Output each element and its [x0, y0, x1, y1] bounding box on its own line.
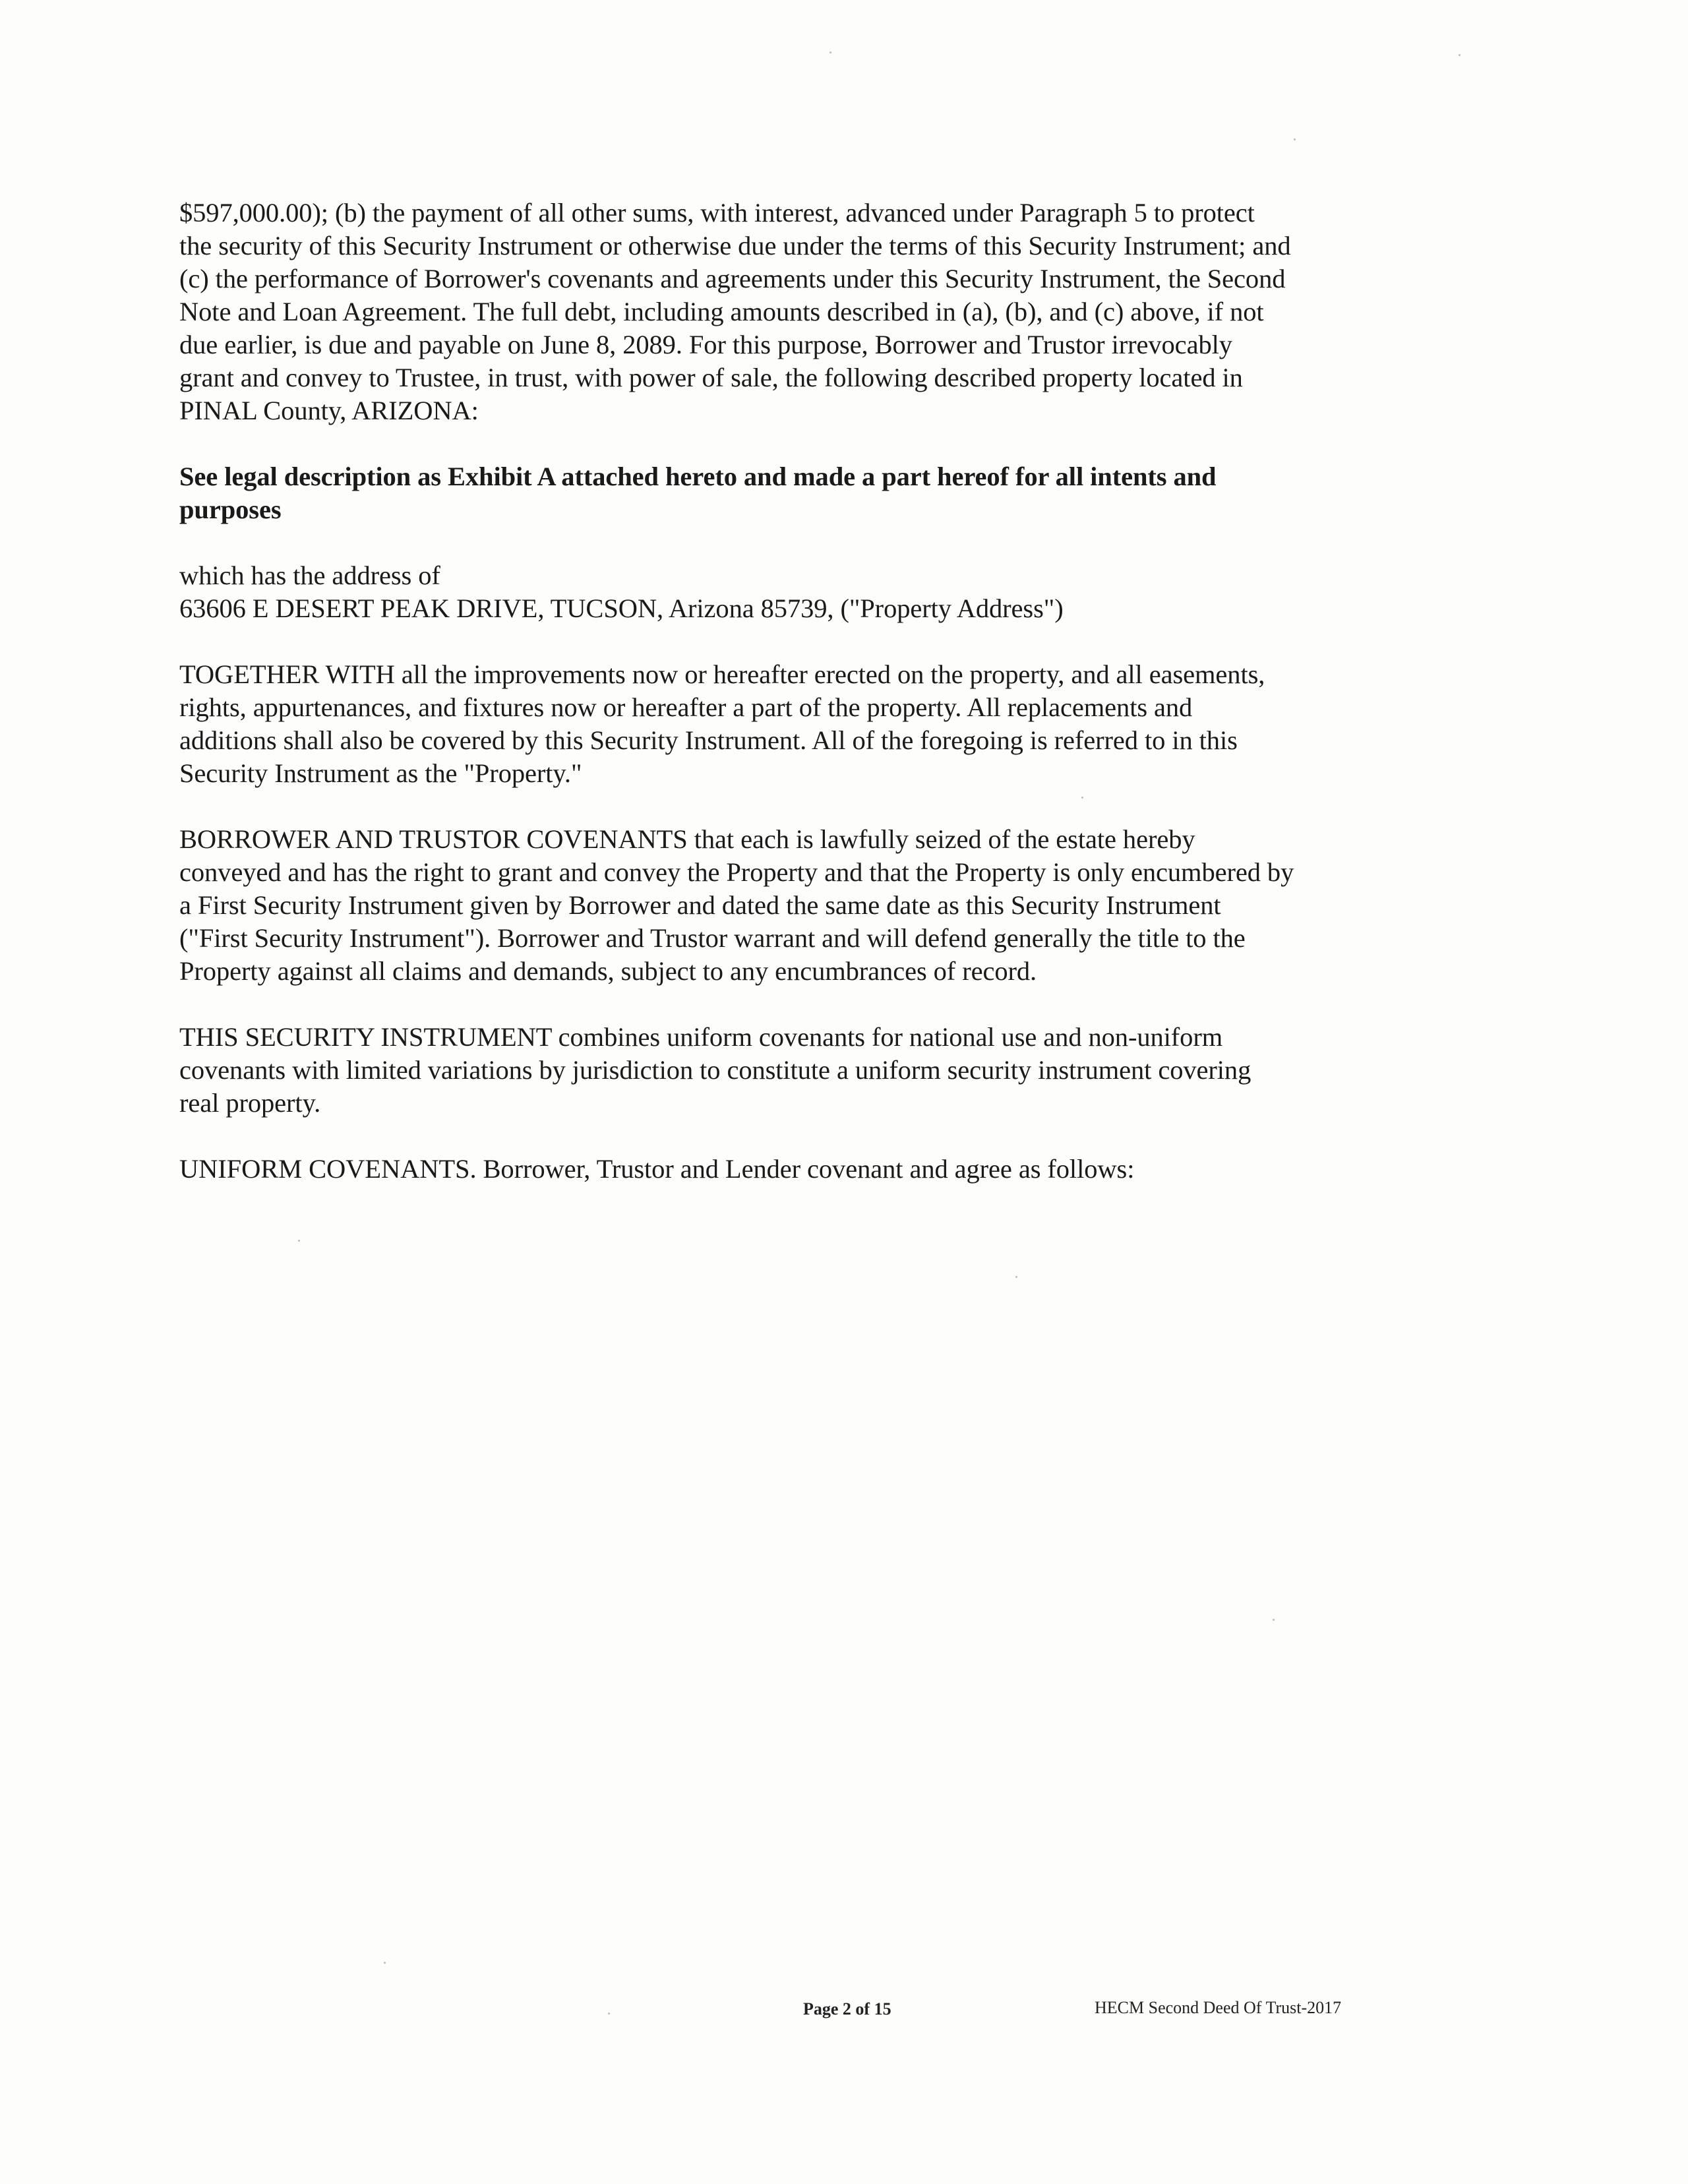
- scan-speck: [829, 51, 831, 53]
- text-line: due earlier, is due and payable on June 8, 2089. For this purpose, Borrower and Trustor irrevocably: [179, 330, 1232, 359]
- paragraph-security-instrument: [179, 1021, 1432, 1120]
- page-number: Page 2 of 15: [803, 1999, 891, 2018]
- scan-speck: [1015, 1276, 1017, 1278]
- text-line: rights, appurtenances, and fixtures now or hereafter a part of the property. All replacements and: [179, 692, 1193, 722]
- paragraph-property-address: [179, 559, 1432, 625]
- text-line: conveyed and has the right to grant and convey the Property and that the Property is only encumbered by: [179, 857, 1294, 887]
- text-line: the security of this Security Instrument or otherwise due under the terms of this Security Instrument; and: [179, 231, 1291, 260]
- text-line: a First Security Instrument given by Borrower and dated the same date as this Security Instrument: [179, 890, 1221, 920]
- scan-speck: [1081, 797, 1083, 799]
- scan-speck: [1459, 54, 1461, 56]
- text-line: ("First Security Instrument"). Borrower and Trustor warrant and will defend generally the title to the: [179, 923, 1246, 953]
- scan-speck: [1294, 138, 1296, 140]
- text-line: grant and convey to Trustee, in trust, with power of sale, the following described property located in: [179, 363, 1243, 392]
- form-name: HECM Second Deed Of Trust-2017: [1095, 1998, 1342, 2017]
- paragraph-legal-description: [179, 460, 1432, 526]
- text-line: Note and Loan Agreement. The full debt, including amounts described in (a), (b), and (c) above, if not: [179, 297, 1264, 326]
- text-line: UNIFORM COVENANTS. Borrower, Trustor and Lender covenant and agree as follows:: [179, 1154, 1135, 1184]
- scan-speck: [1273, 1619, 1275, 1621]
- paragraph-borrower-covenants: [179, 823, 1432, 988]
- text-line: (c) the performance of Borrower's covenants and agreements under this Security Instrument, the Second: [179, 264, 1286, 293]
- text-line: additions shall also be covered by this Security Instrument. All of the foregoing is referred to in this: [179, 725, 1238, 755]
- paragraph-uniform-covenants: [179, 1153, 1432, 1186]
- text-line: purposes: [179, 495, 282, 524]
- text-line: THIS SECURITY INSTRUMENT combines uniform covenants for national use and non-uniform: [179, 1022, 1223, 1052]
- text-line: BORROWER AND TRUSTOR COVENANTS that each is lawfully seized of the estate hereby: [179, 824, 1195, 854]
- paragraph-secured-obligations: [179, 197, 1432, 427]
- text-line: PINAL County, ARIZONA:: [179, 396, 479, 425]
- text-line: which has the address of: [179, 561, 440, 590]
- text-line: Property against all claims and demands, subject to any encumbrances of record.: [179, 956, 1037, 986]
- text-line: real property.: [179, 1088, 321, 1118]
- text-line: TOGETHER WITH all the improvements now or hereafter erected on the property, and all easements,: [179, 659, 1265, 689]
- scan-speck: [298, 1240, 300, 1242]
- document-body: [179, 197, 1432, 1219]
- text-line: Security Instrument as the "Property.": [179, 758, 582, 788]
- paragraph-together-with: [179, 658, 1432, 790]
- text-line: See legal description as Exhibit A attached hereto and made a part hereof for all intents and: [179, 462, 1217, 491]
- text-line: $597,000.00); (b) the payment of all other sums, with interest, advanced under Paragraph 5 to protect: [179, 198, 1255, 228]
- text-line: 63606 E DESERT PEAK DRIVE, TUCSON, Arizona 85739, ("Property Address"): [179, 593, 1064, 623]
- scan-speck: [384, 1962, 386, 1964]
- text-line: covenants with limited variations by jurisdiction to constitute a uniform security instrument covering: [179, 1055, 1251, 1085]
- scan-speck: [608, 2013, 610, 2015]
